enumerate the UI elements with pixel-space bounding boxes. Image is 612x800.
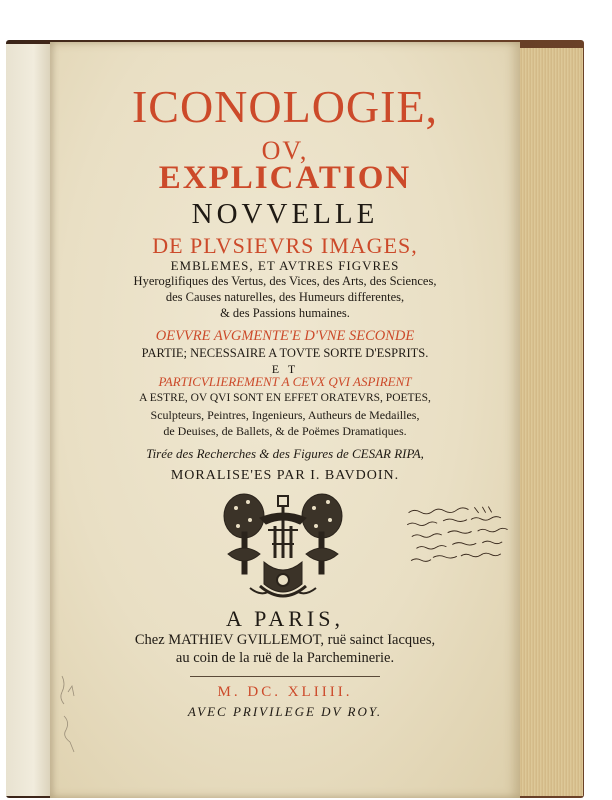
subtitle-plusieurs-images: DE PLVSIEVRS IMAGES,	[152, 233, 418, 258]
privilege-line: AVEC PRIVILEGE DV ROY.	[187, 704, 383, 719]
subtitle-ou: OV,	[261, 136, 309, 165]
imprint-address: au coin de la ruë de la Parcheminerie.	[175, 650, 395, 666]
page-edges	[512, 48, 583, 796]
imprint-city: A PARIS,	[225, 606, 344, 631]
divider-rule	[190, 676, 380, 677]
line-a-estre: A ESTRE, OV QVI SONT EN EFFET ORATEVRS, POETES,	[139, 392, 431, 404]
line-sculpteurs: Sculpteurs, Peintres, Ingenieurs, Autheurs de Medailles,	[150, 408, 420, 422]
handwritten-ownership-note	[404, 501, 518, 577]
margin-pencil-marks	[56, 672, 80, 762]
line-particulierement: PARTICVLIEREMENT A CEVX QVI ASPIRENT	[158, 374, 412, 389]
printer-device-emblem	[220, 488, 346, 604]
imprint-year: M. DC. XLIIII.	[217, 684, 353, 700]
line-emblemes: EMBLEMES, ET AVTRES FIGVRES	[170, 258, 400, 273]
main-title: ICONOLOGIE,	[131, 81, 439, 132]
left-endpaper	[6, 44, 53, 796]
line-oeuvre-augmentee: OEVVRE AVGMENTE'E D'VNE SECONDE	[155, 328, 415, 344]
imprint-printer: Chez MATHIEV GVILLEMOT, ruë sainct Iacques,	[134, 632, 436, 648]
line-tiree: Tirée des Recherches & des Figures de CESAR RIPA,	[146, 446, 424, 461]
line-passions: & des Passions humaines.	[220, 306, 350, 320]
line-hieroglyphiques: Hyeroglifiques des Vertus, des Vices, des Arts, des Sciences,	[133, 274, 437, 288]
line-partie: PARTIE; NECESSAIRE A TOVTE SORTE D'ESPRITS.	[141, 346, 429, 360]
book	[6, 40, 584, 798]
title-page	[50, 42, 520, 798]
line-deuises: de Deuises, de Ballets, & de Poëmes Dramatiques.	[163, 424, 407, 438]
subtitle-nouvelle: NOVVELLE	[191, 198, 379, 230]
line-moralisees: MORALISE'ES PAR I. BAVDOIN.	[170, 468, 400, 483]
subtitle-explication: EXPLICATION	[158, 160, 412, 196]
line-causes: des Causes naturelles, des Humeurs differentes,	[165, 290, 405, 304]
line-et: E T	[271, 362, 299, 376]
